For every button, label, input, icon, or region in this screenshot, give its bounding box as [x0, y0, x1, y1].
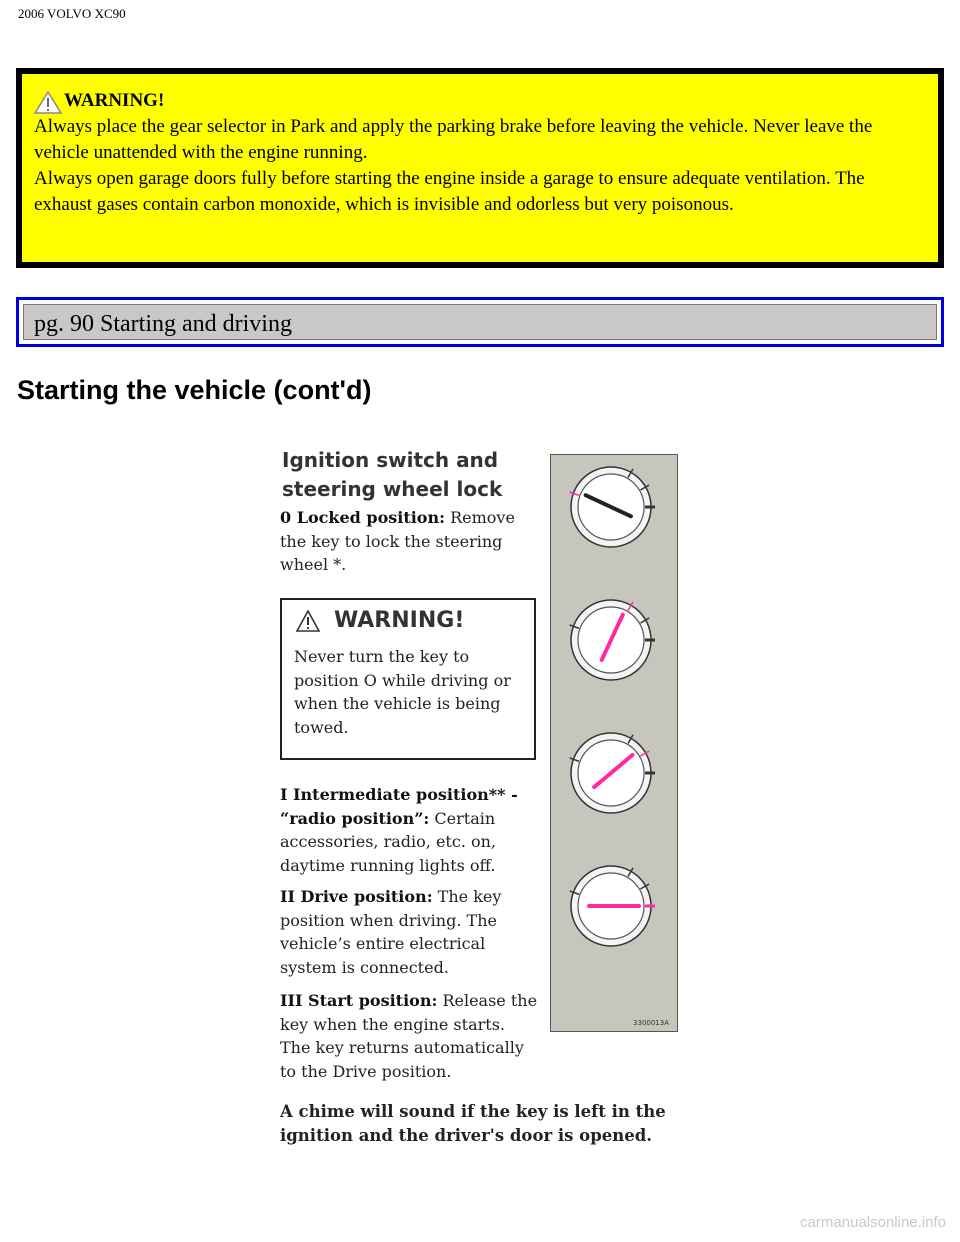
page-reference: pg. 90 Starting and driving: [23, 304, 937, 340]
chime-note: A chime will sound if the key is left in the ignition and the driver's door is opened.: [280, 1102, 666, 1145]
intermediate-position-label: I Intermediate position** - “radio position”:: [280, 785, 518, 828]
ignition-dial-I: [570, 600, 655, 680]
document-header: 2006 VOLVO XC90: [18, 6, 126, 21]
drive-position-desc: The key position when driving. The vehicle’s entire electrical system is connected.: [280, 887, 502, 977]
figure-warning-heading: [296, 608, 522, 633]
warning-content: [20, 72, 940, 264]
page-reference-box: [16, 297, 944, 347]
figure-heading: [282, 446, 542, 504]
warning-triangle-icon: [34, 90, 62, 114]
locked-position-label: 0 Locked position:: [280, 508, 446, 527]
intermediate-position-desc: Certain accessories, radio, etc. on, daytime running lights off.: [280, 808, 497, 875]
figure-warning-title: WARNING!: [334, 608, 465, 633]
intermediate-position-text: [280, 783, 540, 877]
start-position-text: [280, 989, 540, 1083]
warning-line-2: Always open garage doors fully before starting the engine inside a garage to ensure adequate ventilation. The exhaust gases contain carbon monoxide, which is invisible and odorless but very poisonous.: [34, 168, 865, 215]
ignition-figure: [270, 440, 690, 1145]
figure-warning-text: Never turn the key to position O while driving or when the vehicle is being towed.: [294, 647, 511, 737]
locked-position-text: [280, 506, 540, 577]
figure-heading-line-1: Ignition switch and: [282, 448, 499, 472]
drive-position-text: [280, 885, 540, 979]
section-title: Starting the vehicle (cont'd): [17, 375, 372, 405]
figure-reference-code: 3300013A: [633, 1019, 669, 1027]
warning-title: WARNING!: [64, 90, 165, 111]
warning-triangle-icon: [296, 609, 320, 633]
locked-position-desc: Remove the key to lock the steering wheel *.: [280, 508, 515, 574]
drive-position-label: II Drive position:: [280, 887, 433, 906]
ignition-dial-0: [570, 467, 655, 547]
ignition-dials-illustration: [551, 455, 677, 1031]
figure-heading-line-2: steering wheel lock: [282, 477, 503, 501]
ignition-dial-II: [570, 733, 655, 813]
ignition-dial-III: [570, 866, 655, 946]
warning-box: [16, 68, 944, 268]
start-position-desc: Release the key when the engine starts. The key returns automatically to the Drive position.: [280, 991, 538, 1081]
figure-warning-box: [280, 598, 536, 760]
warning-heading: [34, 88, 926, 114]
watermark: carmanualsonline.info: [800, 1214, 946, 1231]
warning-line-1: Always place the gear selector in Park and apply the parking brake before leaving the vehicle. Never leave the vehicle unattended with the engine running.: [34, 116, 873, 163]
start-position-label: III Start position:: [280, 991, 438, 1010]
ignition-illustration-panel: [550, 454, 678, 1032]
